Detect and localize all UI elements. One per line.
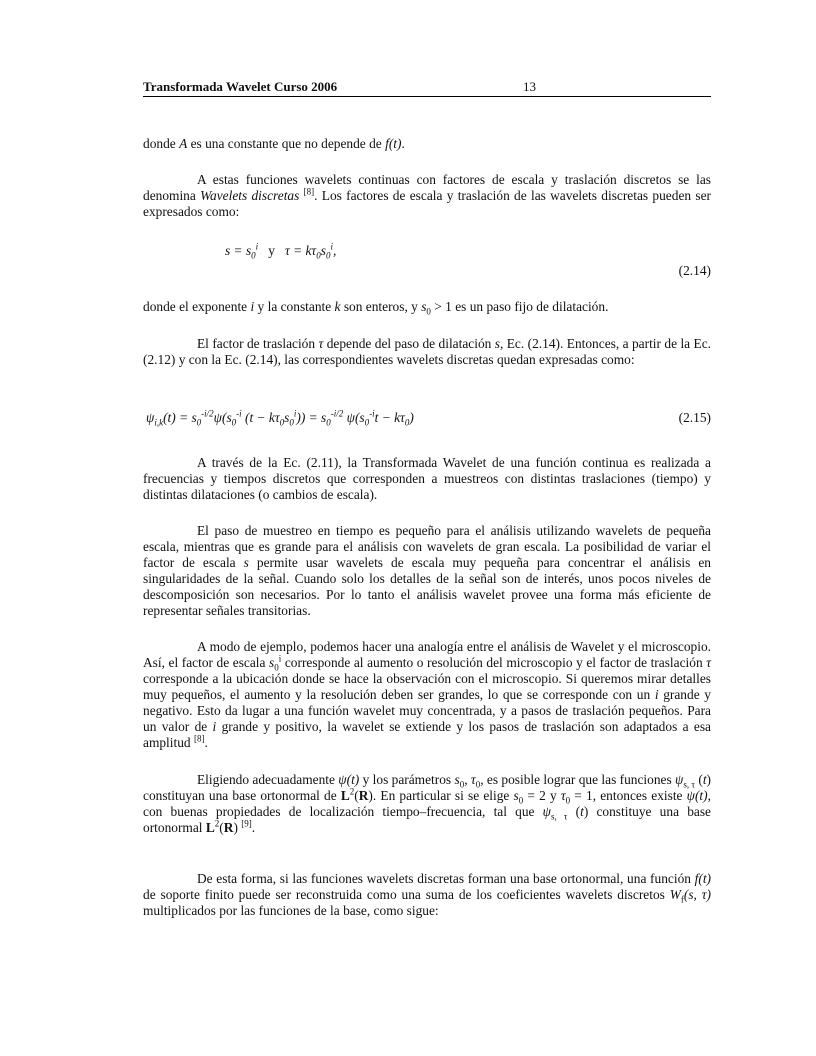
subscript: 0 [326, 417, 331, 428]
equation [146, 410, 414, 426]
text-run: t − kτ [374, 410, 405, 425]
text-run: De esta forma, si las funciones wavelets discretas forman una base ortonormal, una función [197, 871, 695, 886]
text-run: . [401, 136, 405, 151]
paragraph [143, 455, 711, 503]
subscript: 0 [518, 795, 524, 806]
subscript: 0 [316, 250, 321, 261]
paragraph [143, 639, 711, 751]
text-run: ) [409, 410, 414, 425]
text-run: = 1, entonces existe [570, 788, 687, 803]
text-run: t [580, 804, 584, 819]
text-run: R [358, 788, 369, 803]
text-run: ( [219, 820, 224, 835]
subscript: 0 [404, 417, 410, 428]
paragraph [143, 871, 711, 919]
text-run: , es posible lograr que las funciones [480, 772, 676, 787]
paragraph [143, 336, 711, 368]
text-run: de soporte finito puede ser reconstruida como una suma de los coeficientes wavelets discretos [143, 887, 670, 902]
running-header [143, 79, 711, 97]
paragraph [143, 299, 711, 315]
subscript: 0 [325, 250, 331, 261]
text-run: R [223, 820, 234, 835]
text-run: ( [354, 788, 359, 803]
text-run: s [513, 788, 519, 803]
text-run: (t − kτ [241, 410, 280, 425]
text-run: τ [470, 772, 476, 787]
text-run: k [334, 299, 341, 314]
subscript: 0 [459, 779, 465, 790]
text-run: > 1 es un paso fijo de dilatación. [430, 299, 609, 314]
text-run: s [494, 336, 500, 351]
text-run: multiplicados por las funciones de la base, como sigue: [143, 903, 439, 918]
superscript: -i [369, 408, 375, 419]
text-run: ( [567, 804, 581, 819]
text-run: τ [318, 336, 324, 351]
superscript: -i/2 [201, 408, 214, 419]
subscript: 0 [364, 417, 370, 428]
text-run: grande y positivo, la wavelet se extiende y los pasos de traslación son adaptados a esa amplitud [143, 719, 711, 750]
text-run: permite usar wavelets de escala muy pequeña para concentrar el análisis en singularidades de la señal. Cuando solo los detalles de la señal son de interés, unos pocos niveles de descomposición son necesarios. Por lo tanto el análisis wavelet provee una forma más eficiente de representar señales transitorias. [143, 555, 712, 618]
text-run: L [340, 788, 350, 803]
text-run: es una constante que no depende de [187, 136, 386, 151]
text-run: son enteros, y [340, 299, 422, 314]
text-run: s = s [225, 243, 252, 258]
equation [225, 243, 336, 259]
subscript: 0 [231, 417, 237, 428]
text-run: y los parámetros [359, 772, 455, 787]
text-run: . [204, 735, 208, 750]
paragraph [143, 772, 711, 836]
text-run: y la constante [254, 299, 335, 314]
text-run: s [243, 555, 249, 570]
subscript: 0 [196, 417, 202, 428]
text-run: ψ(s [213, 410, 232, 425]
text-run: donde [143, 136, 180, 151]
superscript: 2 [214, 818, 220, 829]
text-run: ψ(s [343, 410, 365, 425]
text-run: ψ [675, 772, 684, 787]
text-run: ). En particular si se elige [368, 788, 514, 803]
text-run: s [320, 243, 326, 258]
text-run: El factor de traslación [197, 336, 319, 351]
text-run: A [179, 136, 188, 151]
text-run: ψ [542, 804, 551, 819]
subscript: 0 [251, 250, 256, 261]
subscript: s, τ [551, 811, 568, 822]
superscript: i [293, 408, 297, 419]
text-run: (t) = s [163, 410, 197, 425]
paragraph [143, 523, 711, 619]
text-run: ) constituye una base ortonormal [143, 804, 711, 835]
text-run: s [269, 655, 275, 670]
text-run: A modo de ejemplo, podemos hacer una analogía entre el análisis de Wavelet y el microscopio. Así, el factor de escala [143, 639, 711, 670]
text-run: , [464, 772, 471, 787]
subscript: 0 [289, 417, 294, 428]
text-run: y [258, 243, 285, 258]
page-number: 13 [523, 79, 536, 94]
text-run: A estas funciones wavelets continuas con factores de escala y traslación discretos se las denomina [143, 172, 711, 203]
subscript: f [680, 894, 684, 905]
text-run: . [251, 820, 256, 835]
paragraph [143, 172, 711, 220]
subscript: 0 [475, 779, 481, 790]
superscript: 2 [349, 786, 355, 797]
equation-number: (2.15) [678, 410, 711, 425]
subscript: 0 [565, 795, 571, 806]
text-run: i [212, 719, 217, 734]
text-run: grande y negativo. Esto da lugar a una función wavelet muy concentrada, y a pasos de traslación pequeños. Para un valor de [143, 687, 711, 734]
text-run: s [454, 772, 460, 787]
superscript: -i/2 [330, 408, 344, 419]
text-run: A través de la Ec. (2.11), la Transformada Wavelet de una función continua es realizada a frecuencias y tiempos discretos que corresponden a muestreos con distintas traslaciones (tiempo) y distintas dilataciones (o cambios de escala). [143, 455, 711, 502]
subscript: i,k [154, 417, 164, 428]
text-run: , Ec. (2.14). Entonces, a partir de la Ec. (2.12) y con la Ec. (2.14), las correspondientes wavelets discretas quedan expresadas como: [143, 336, 711, 367]
text-run: ψ [146, 410, 155, 425]
text-run: τ [560, 788, 566, 803]
text-run: L [205, 820, 215, 835]
text-run: i [654, 687, 659, 702]
text-run: corresponde al aumento o resolución del microscopio y el factor de traslación [281, 655, 707, 670]
subscript: 0 [426, 306, 431, 317]
superscript: [9] [241, 818, 252, 829]
text-run: ψ(t) [686, 788, 708, 803]
text-run: , [332, 243, 337, 258]
text-run: ψ(t) [338, 772, 360, 787]
header-title: Transformada Wavelet Curso 2006 [143, 79, 338, 94]
text-run: f(t) [694, 871, 711, 886]
subscript: s, τ [683, 779, 695, 790]
text-run: ( [695, 772, 703, 787]
superscript: -i [236, 408, 242, 419]
text-run: )) = s [296, 410, 327, 425]
text-run: s [421, 299, 427, 314]
text-run: ) constituyan una base ortonormal de [143, 772, 712, 803]
paragraph [143, 136, 711, 152]
text-run: W [669, 887, 681, 902]
text-run: El paso de muestreo en tiempo es pequeño para el análisis utilizando wavelets de pequeña escala, mientras que es grande para el análisis con wavelets de gran escala. La posibilidad de variar el factor de escala [143, 523, 711, 570]
superscript: i [278, 653, 282, 664]
subscript: 0 [279, 417, 285, 428]
text-run: τ [706, 655, 712, 670]
subscript: 0 [274, 662, 279, 673]
superscript: i [255, 241, 259, 252]
text-run: depende del paso de dilatación [323, 336, 495, 351]
text-run: Wavelets discretas [200, 188, 300, 203]
text-run: t [702, 772, 707, 787]
superscript: [8] [193, 733, 205, 744]
text-run: . Los factores de escala y traslación de las wavelets discretas pueden ser expresados como: [143, 188, 711, 219]
text-run: f(t) [385, 136, 402, 151]
text-run: , con buenas propiedades de localización tiempo–frecuencia, tal que [143, 788, 711, 819]
text-run: i [250, 299, 255, 314]
text-run: (s, τ) [683, 887, 711, 902]
text-run: corresponde a la ubicación donde se hace la observación con el microscopio. Si queremos mirar detalles muy pequeños, el aumento y la resolución deben ser grandes, lo que se corresponde con un [143, 671, 711, 702]
superscript: i [330, 241, 333, 252]
text-run: Eligiendo adecuadamente [197, 772, 339, 787]
text-run: s [284, 410, 290, 425]
text-run: = 2 y [523, 788, 561, 803]
text-run: donde el exponente [143, 299, 251, 314]
text-run: ) [233, 820, 242, 835]
text-run: τ = kτ [284, 243, 317, 258]
superscript: [8] [303, 186, 315, 197]
equation-number: (2.14) [678, 263, 711, 278]
